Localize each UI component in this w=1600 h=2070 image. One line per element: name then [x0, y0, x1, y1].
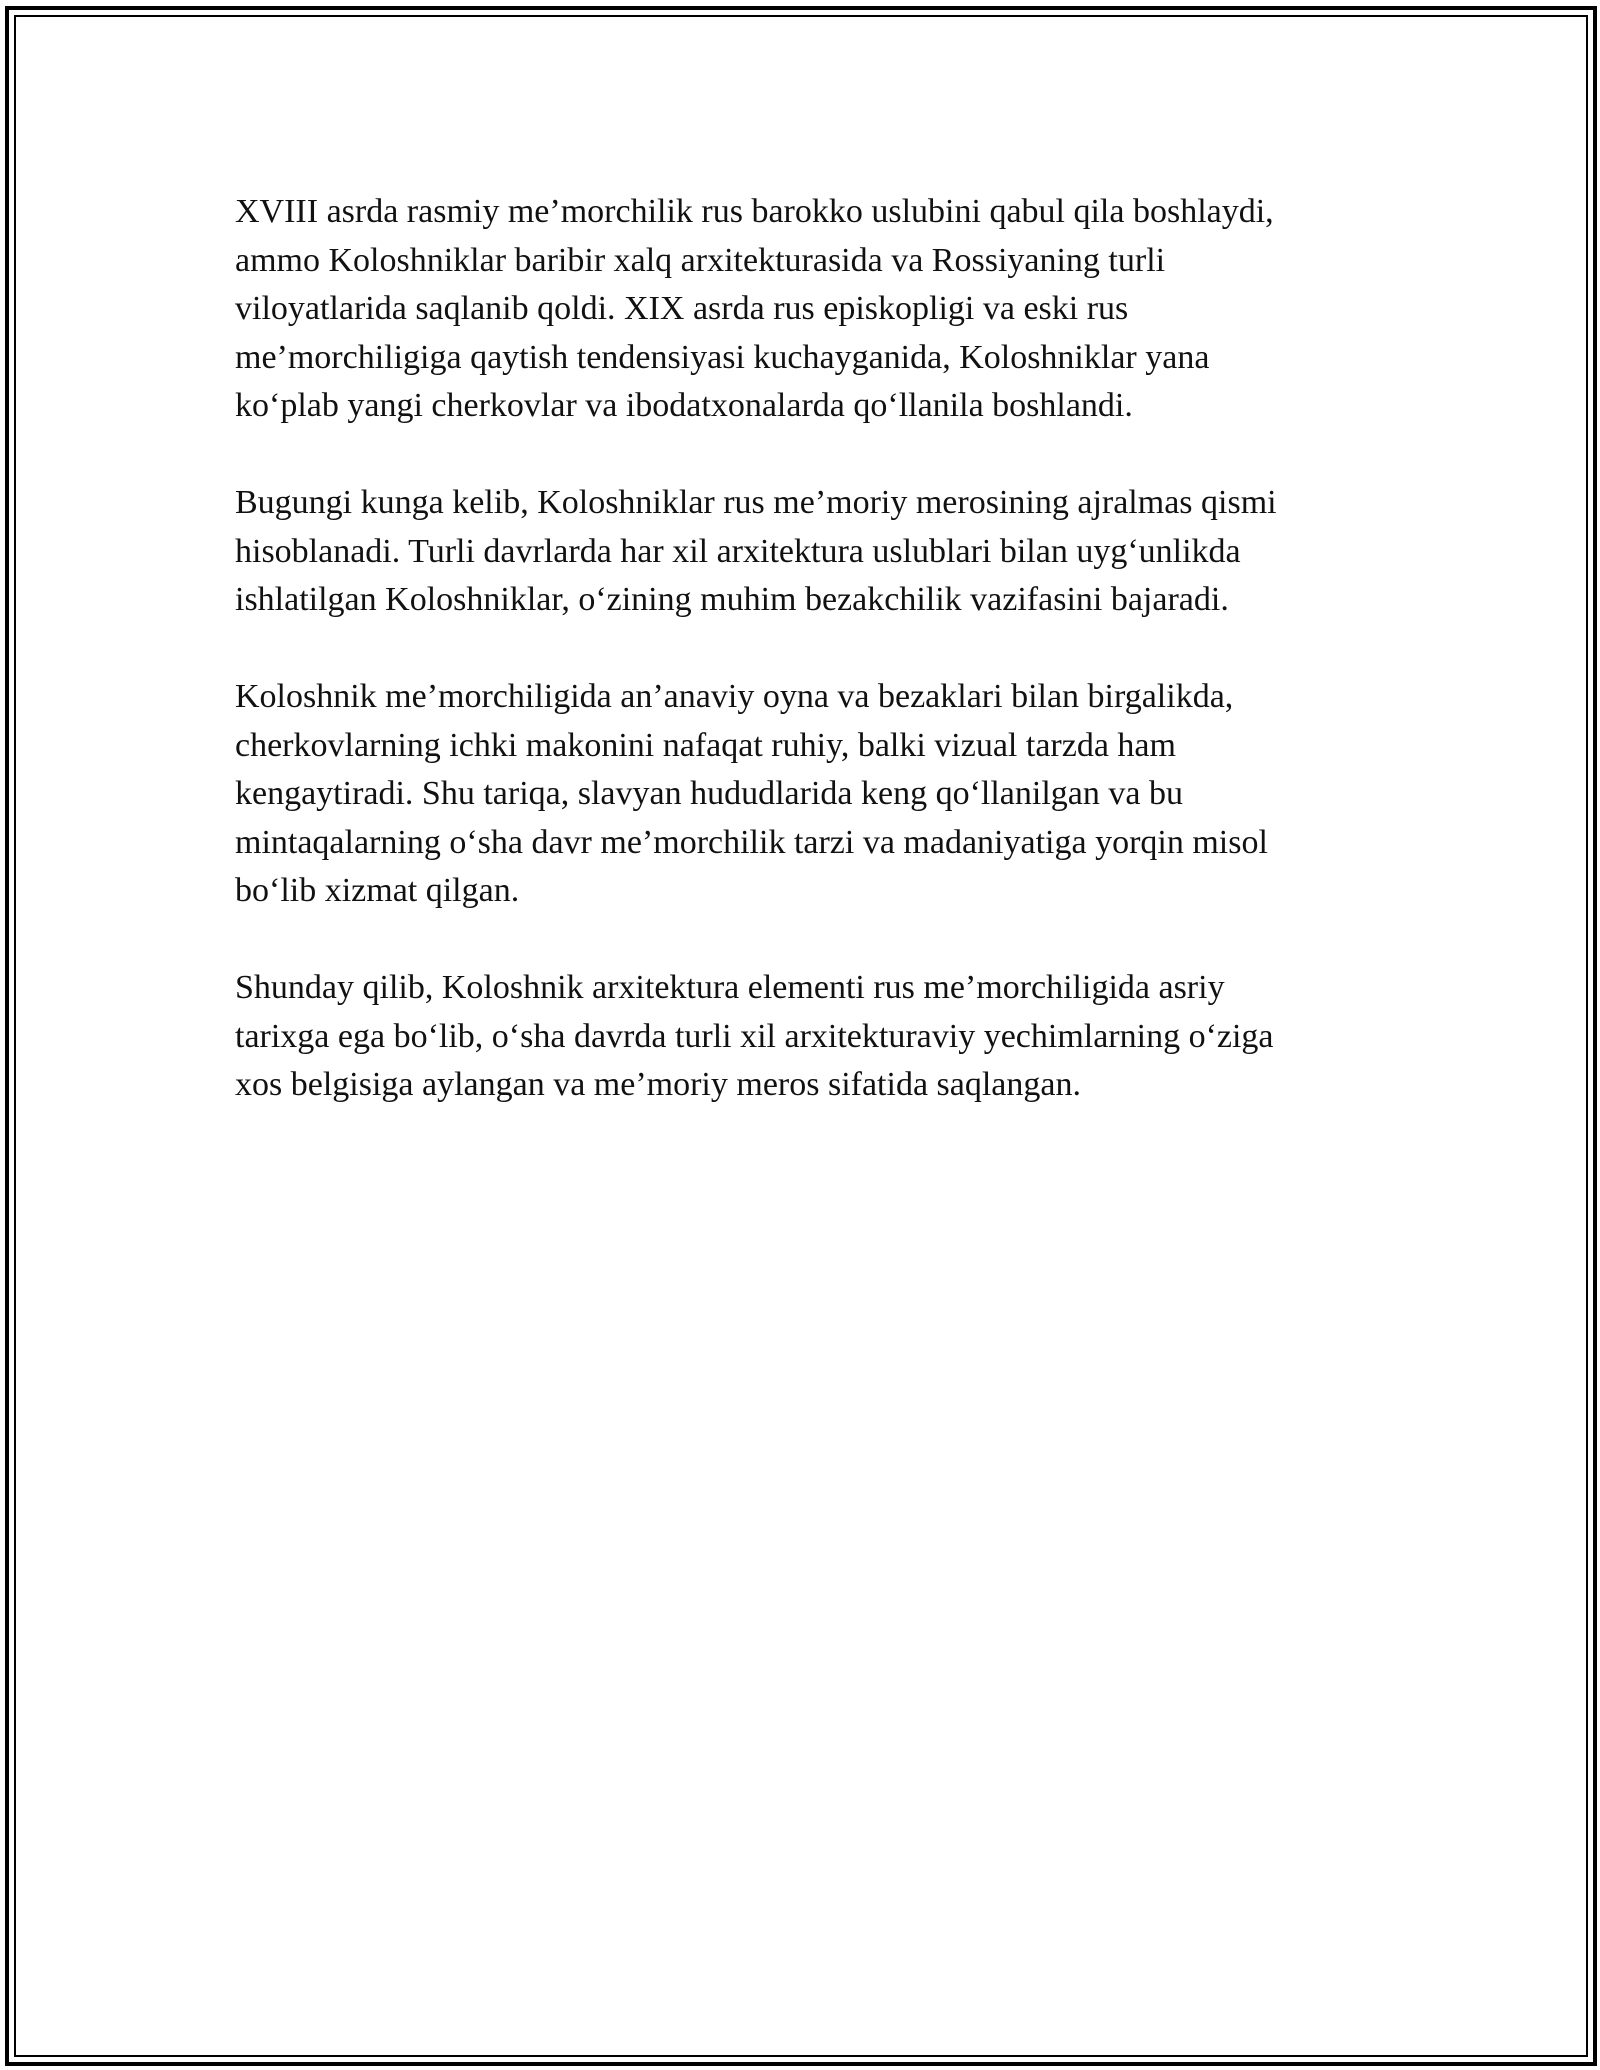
paragraph-1: XVIII asrda rasmiy me’morchilik rus barokko uslubini qabul qila boshlaydi, ammo Koloshniklar baribir xalq arxitekturasida va Rossiyaning turli viloyatlarida saqlanib qoldi. XIX asrda rus episkopligi va eski rus me’morchiligiga qaytish tendensiyasi kuchayganida, Koloshniklar yana ko‘plab yangi cherkovlar va ibodatxonalarda qo‘llanila boshlandi.	[235, 193, 1274, 424]
document-body	[235, 188, 1385, 1158]
paragraph-2: Bugungi kunga kelib, Koloshniklar rus me’moriy merosining ajralmas qismi hisoblanadi. Turli davrlarda har xil arxitektura uslublari bilan uyg‘unlikda ishlatilgan Koloshniklar, o‘zining muhim bezakchilik vazifasini bajaradi.	[235, 484, 1277, 618]
paragraph-3: Koloshnik me’morchiligida an’anaviy oyna va bezaklari bilan birgalikda, cherkovlarning ichki makonini nafaqat ruhiy, balki vizual tarzda ham kengaytiradi. Shu tariqa, slavyan hududlarida keng qo‘llanilgan va bu mintaqalarning o‘sha davr me’morchilik tarzi va madaniyatiga yorqin misol bo‘lib xizmat qilgan.	[235, 678, 1268, 909]
paragraph-4: Shunday qilib, Koloshnik arxitektura elementi rus me’morchiligida asriy tarixga ega bo‘lib, o‘sha davrda turli xil arxitekturaviy yechimlarning o‘ziga xos belgisiga aylangan va me’moriy meros sifatida saqlangan.	[235, 969, 1274, 1103]
